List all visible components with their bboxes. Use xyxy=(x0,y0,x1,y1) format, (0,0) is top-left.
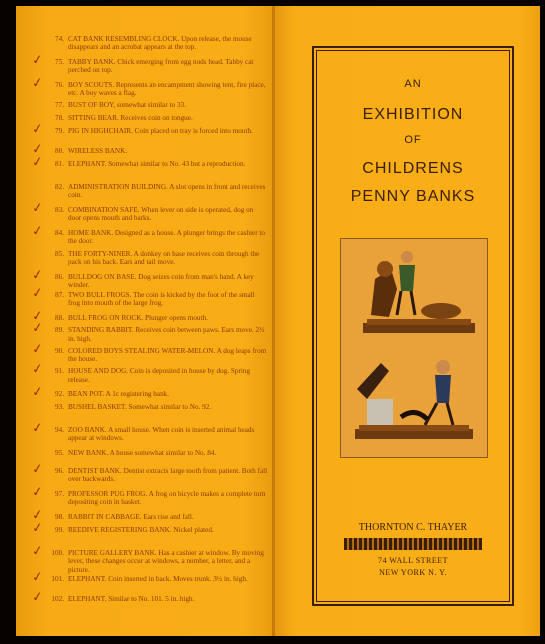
check-mark-icon: ✓ xyxy=(30,222,44,239)
item-number: 90. xyxy=(55,346,64,355)
item-number: 91. xyxy=(55,367,64,376)
item-number: 80. xyxy=(55,147,64,156)
item-number: 89. xyxy=(55,326,64,335)
check-mark-icon: ✓ xyxy=(30,120,44,137)
item-description: CAT BANK RESEMBLING CLOCK. Upon release, the mouse disappears and an acrobat appears at the top. xyxy=(68,34,252,51)
check-mark-icon: ✓ xyxy=(30,360,44,378)
check-mark-icon: ✓ xyxy=(30,419,44,436)
bank-photo xyxy=(340,238,488,458)
title-of: OF xyxy=(404,134,422,146)
check-mark-icon: ✓ xyxy=(30,73,44,91)
item-number: 88. xyxy=(55,313,64,322)
item-description: ELEPHANT. Similar to No. 101. 5 in. high. xyxy=(68,595,195,604)
check-mark-icon: ✓ xyxy=(30,306,44,324)
item-number: 101. xyxy=(51,574,64,583)
item-description: REEDIVE REGISTERING BANK. Nickel plated. xyxy=(68,526,214,535)
check-mark-icon: ✓ xyxy=(30,519,44,536)
check-mark-icon: ✓ xyxy=(30,153,44,170)
item-description: ELEPHANT. Somewhat similar to No. 43 but a reproduction. xyxy=(68,160,246,168)
check-mark-icon: ✓ xyxy=(30,140,44,157)
item-number: 77. xyxy=(55,101,64,110)
page-fold xyxy=(272,6,275,636)
check-mark-icon: ✓ xyxy=(30,506,44,523)
item-number: 76. xyxy=(55,80,64,89)
item-number: 98. xyxy=(55,513,64,522)
check-mark-icon: ✓ xyxy=(30,50,44,68)
item-description: DENTIST BANK. Dentist extracts large tooth from patient. Both fall over backwards. xyxy=(68,467,268,484)
check-mark-icon: ✓ xyxy=(30,542,44,559)
item-description: ELEPHANT. Coin inserted in back. Moves trunk. 3½ in. high. xyxy=(68,574,248,583)
item-description: PICTURE GALLERY BANK. Has a cashier at window. By moving lever, these changes occur at windows, a number, a letter, and a picture. xyxy=(68,549,264,574)
publisher-name: THORNTON C. THAYER xyxy=(358,522,468,533)
item-number: 93. xyxy=(55,403,64,412)
item-number: 92. xyxy=(55,390,64,399)
item-description: COMBINATION SAFE. When lever on side is operated, dog on door opens mouth and barks. xyxy=(68,206,254,223)
check-mark-icon: ✓ xyxy=(30,383,44,401)
item-description: PROFESSOR PUG FROG. A frog on bicycle makes a complete turn depositing coin in basket. xyxy=(68,490,266,507)
item-description: BUST OF BOY, somewhat similar to 33. xyxy=(68,101,186,110)
item-description: NEW BANK. A house somewhat similar to No. 84. xyxy=(68,449,217,458)
item-number: 84. xyxy=(55,229,64,238)
item-number: 82. xyxy=(55,183,64,192)
title-exhibition: EXHIBITION xyxy=(362,106,464,123)
check-mark-icon: ✓ xyxy=(30,483,44,500)
item-description: WIRELESS BANK. xyxy=(68,147,128,156)
bank-list xyxy=(30,32,270,632)
check-mark-icon: ✓ xyxy=(30,340,44,357)
item-number: 96. xyxy=(55,467,64,476)
item-description: BEAN POT. A 1c registering bank. xyxy=(68,390,170,399)
check-mark-icon: ✓ xyxy=(30,265,44,283)
item-description: PIG IN HIGHCHAIR. Coin placed on tray is forced into mouth. xyxy=(68,126,253,135)
item-number: 95. xyxy=(55,449,64,458)
item-description: TWO BULL FROGS. The coin is kicked by the foot of the small frog into mouth of the large frog. xyxy=(68,290,255,307)
item-number: 79. xyxy=(55,126,64,135)
item-number: 85. xyxy=(55,249,64,258)
check-mark-icon: ✓ xyxy=(30,568,44,585)
item-number: 78. xyxy=(55,113,64,122)
item-description: BOY SCOUTS. Represents an encampment showing tent, fire place, etc. A boy waves a flag. xyxy=(68,80,266,97)
item-description: RABBIT IN CABBAGE. Ears rise and fall. xyxy=(68,513,194,522)
check-mark-icon: ✓ xyxy=(30,283,44,301)
check-mark-icon: ✓ xyxy=(30,319,44,337)
item-number: 74. xyxy=(55,34,64,43)
item-description: HOME BANK. Designed as a house. A plunger brings the cashier to the door. xyxy=(68,229,266,246)
item-description: TABBY BANK. Chick emerging from egg nods head. Tabby cat perched on top. xyxy=(68,57,254,74)
item-description: ADMINISTRATION BUILDING. A slot opens in front and receives coin. xyxy=(68,183,266,200)
item-description: COLORED BOYS STEALING WATER-MELON. A dog leaps from the house. xyxy=(68,346,267,364)
item-description: BUSHEL BASKET. Somewhat similar to No. 92. xyxy=(68,403,212,412)
item-description: BULLDOG ON BASE. Dog seizes coin from man's hand. A key winder. xyxy=(68,272,254,289)
item-description: STANDING RABBIT. Receives coin between paws. Ears move. 2½ in. high. xyxy=(68,326,265,343)
item-description: ZOO BANK. A small house. When coin is inserted animal heads appear at windows. xyxy=(68,426,255,443)
item-description: SITTING BEAR. Receives coin on tongue. xyxy=(68,113,193,122)
item-number: 86. xyxy=(55,272,64,281)
item-number: 97. xyxy=(55,490,64,499)
item-number: 94. xyxy=(55,426,64,435)
cover-frame xyxy=(312,46,514,606)
check-mark-icon: ✓ xyxy=(30,460,44,477)
item-number: 99. xyxy=(55,526,64,535)
item-description: BULL FROG ON ROCK. Plunger opens mouth. xyxy=(68,313,208,322)
item-description: HOUSE AND DOG. Coin is deposited in house by dog. Spring release. xyxy=(68,367,251,384)
item-number: 75. xyxy=(55,57,64,66)
title-an: AN xyxy=(404,78,422,90)
item-number: 100. xyxy=(51,549,64,558)
check-mark-icon: ✓ xyxy=(30,199,44,216)
bottom-bank-illustration xyxy=(355,360,473,439)
address-city: NEW YORK N. Y. xyxy=(379,568,447,577)
address-street: 74 WALL STREET xyxy=(377,556,449,565)
item-number: 87. xyxy=(55,290,64,299)
title-penny-banks: PENNY BANKS xyxy=(350,188,476,205)
check-mark-icon: ✓ xyxy=(30,588,44,605)
ornamental-rule xyxy=(344,538,482,550)
item-description: THE FORTY-NINER. A donkey on base receives coin through the pack on his back. Ears and tail move. xyxy=(68,249,260,266)
top-bank-illustration xyxy=(363,251,475,333)
item-number: 83. xyxy=(55,206,64,215)
item-number: 102. xyxy=(51,595,64,604)
title-childrens: CHILDRENS xyxy=(362,160,464,177)
item-number: 81. xyxy=(55,160,64,168)
